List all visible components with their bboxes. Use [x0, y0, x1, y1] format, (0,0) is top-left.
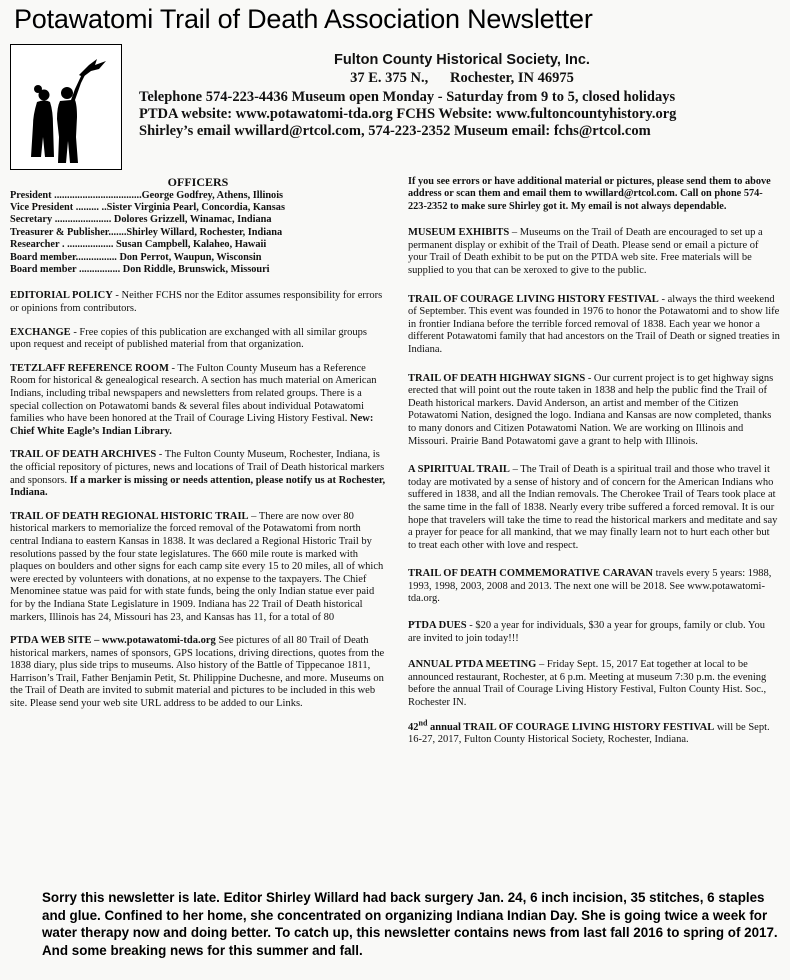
section-body: - Neither FCHS nor the Editor assumes responsibility for errors or opinions from contributors.: [10, 290, 383, 315]
section-body: – Friday Sept. 15, 2017 Eat together at local to be announced restaurant, Rochester, at 6 p.m. Meeting at museum 7:30 p.m. the evening before the annual Trail of Courage Living History Festival, Fulton County Hist. Soc., Rochester IN.: [408, 659, 767, 709]
section-heading: PTDA WEB SITE – www.potawatomi-tda.org: [10, 635, 216, 647]
address-line: [137, 70, 787, 87]
section-body: See pictures of all 80 Trail of Death historical markers, names of sponsors, GPS locations, driving directions, quotes from the 1838 diary, plus side trips to museums. Also history of the Battle of Tippecanoe 1811, Harrison’s Trail, Father Benjamin Petit, St. Philippine Duchesne, and more. Museums on the Trail of Death are invited to submit material and pictures to be included in this web site. Please send your web site URL address to be added to our Links.: [10, 635, 385, 710]
officers-heading: OFFICERS: [167, 175, 229, 189]
section-body: - always the third weekend of September. This event was founded in 1976 to honor the Potawatomi and to show life in frontier Indiana before the terrible forced removal of 1838. Each year we honor a different Potawatomi family that had ancestors on the Trail of Death or signed treaties in Indiana.: [408, 293, 780, 355]
masthead-contact: [137, 52, 787, 140]
section-body: – Museums on the Trail of Death are encouraged to set up a permanent display or exhibit of the Trail of Death. Please send or email a picture of your Trail of Death exhibit to be put on the PTDA web site. Free materials will be supplied to you that can be xeroxed to give to the public.: [408, 227, 763, 276]
section-highway-signs: [408, 373, 780, 449]
festival-ordinal: nd: [418, 718, 428, 728]
email-line: Shirley’s email wwillard@rtcol.com, 574-223-2352 Museum email: fchs@rtcol.com: [139, 123, 651, 139]
section-heading: PTDA DUES: [408, 620, 467, 632]
org-name: Fulton County Historical Society, Inc.: [334, 52, 590, 68]
section-heading: A SPIRITUAL TRAIL: [408, 464, 510, 476]
section-heading: TRAIL OF DEATH ARCHIVES: [10, 449, 157, 461]
mother-child-warrior-eagle-icon: [11, 45, 121, 169]
section-tetzlaff: [10, 363, 386, 439]
section-body: – The Trail of Death is a spiritual trail and those who travel it today are motivated by a sense of history and of concern for the American Indians who suffered in 1838, and all the Indian removals. The Cherokee Trail of Tears took place at the same time in the fall of 1838. Nearly every tribe suffered a forced removal. It is our hope that travelers will take the time to read the historical markers and meditate and say a prayer for peace for all mankind, that we may finally learn not to hurt each other but to treat each other with love and respect.: [408, 464, 778, 551]
section-museum-exhibits: [408, 227, 780, 277]
section-web-site: [10, 635, 386, 711]
right-column: [408, 176, 780, 747]
section-trail-of-courage: [408, 294, 780, 357]
section-heading: ANNUAL PTDA MEETING: [408, 659, 537, 671]
section-body: travels every 5 years: 1988, 1993, 1998, 2003, 2008 and 2013. The next one will be 2018. See www.potawatomi-tda.org.: [408, 568, 772, 605]
section-body: will be Sept. 16-27, 2017, Fulton County Historical Society, Rochester, Indiana.: [408, 721, 770, 746]
section-heading: TRAIL OF DEATH REGIONAL HISTORIC TRAIL: [10, 510, 249, 522]
left-column: [10, 176, 386, 711]
officer-row: Secretary ...................... Dolores Grizzell, Winamac, Indiana: [10, 214, 272, 226]
section-body: - Our current project is to get highway signs erected that will point out the route taken in 1838 and help the public find the Trail of Death historical markers. David Anderson, an artist and member of the Citizen Potawatomi Nation, designed the logo. Indiana and Kansas are now completed, thanks to many donors and Citizen Potawatomi Nation. We are working on Illinois and Missouri. Prairie Band Potawatomi gave a grant to help with Illinois.: [408, 372, 774, 447]
officer-row: Board member................ Don Perrot, Waupun, Wisconsin: [10, 251, 262, 263]
section-festival-date: [408, 718, 780, 747]
section-dues: [408, 620, 780, 645]
section-heading: TRAIL OF DEATH HIGHWAY SIGNS: [408, 372, 586, 384]
officer-row: Vice President ......... ..Sister Virginia Pearl, Concordia, Kansas: [10, 202, 285, 213]
section-editorial-policy: [10, 290, 386, 315]
section-heading: MUSEUM EXHIBITS: [408, 227, 510, 239]
section-body: - The Fulton County Museum has a Reference Room for historical & genealogical research. A section has much material on American Indians, including tribal newspapers and newsletters from related groups. There is a special collection on Potawatomi bands & several files about individual Potawatomi families who have been honored at the Trail of Courage Living History Festival.: [10, 362, 377, 425]
newsletter-title: Potawatomi Trail of Death Association Newsletter: [14, 4, 593, 34]
section-heading: TRAIL OF COURAGE LIVING HISTORY FESTIVAL: [408, 293, 659, 305]
officer-row: Board member ................ Don Riddle, Brunswick, Missouri: [10, 264, 270, 276]
section-heading: EXCHANGE: [10, 326, 71, 338]
section-spiritual-trail: [408, 464, 780, 552]
section-exchange: [10, 327, 386, 352]
phone-hours-line: Telephone 574-223-4436 Museum open Monday - Saturday from 9 to 5, closed holidays: [139, 89, 676, 105]
section-tail: New: Chief White Eagle’s Indian Library.: [10, 413, 374, 437]
section-regional-trail: [10, 511, 386, 624]
section-heading: TETZLAFF REFERENCE ROOM: [10, 362, 169, 374]
address-street: 37 E. 375 N.,: [350, 70, 429, 86]
section-tail: If a marker is missing or needs attention, please notify us at Rochester, Indiana.: [10, 474, 386, 499]
section-body: - $20 a year for individuals, $30 a year for groups, family or club. You are invited to join today!!!: [408, 620, 765, 644]
section-body: - Free copies of this publication are exchanged with all similar groups upon request and receipt of published material from that organization.: [10, 326, 367, 351]
officer-row: President ..................................George Godfrey, Athens, Illinois: [10, 189, 284, 201]
late-newsletter-notice: Sorry this newsletter is late. Editor Shirley Willard had back surgery Jan. 24, 6 inch incision, 35 stitches, 6 staples and glue. Confined to her home, she concentrated on organizing Indiana Indian Day. She is going twice a week for water therapy now and doing better. To catch up, this newsletter contains news from last fall 2016 to spring of 2017. And some breaking news for this summer and fall.: [42, 890, 778, 958]
officer-row: Researcher . .................. Susan Campbell, Kalaheo, Hawaii: [10, 239, 267, 251]
section-caravan: [408, 568, 780, 606]
section-archives: [10, 449, 386, 499]
section-heading: annual TRAIL OF COURAGE LIVING HISTORY FESTIVAL: [427, 721, 715, 733]
section-body: - The Fulton County Museum, Rochester, Indiana, is the official repository of pictures, news and locations of Trail of Death historical markers and sponsors.: [10, 449, 385, 486]
officer-row: Treasurer & Publisher.......Shirley Willard, Rochester, Indiana: [10, 226, 283, 238]
websites-line: PTDA website: www.potawatomi-tda.org FCHS Website: www.fultoncountyhistory.org: [139, 106, 677, 122]
section-body: – There are now over 80 historical markers to memorialize the forced removal of the Potawatomi from north central Indiana to eastern Kansas in 1838. It was declared a Regional Historic Trail by resolutions passed by the four state legislatures. The 660 mile route is marked with plaques on boulders and other signs for each camp site every 15 to 20 miles, all of which were erected by volunteers with donations, at no expense to the taxpayers. The Chief Menominee statue was paid for with state funds, being the only Indian statue ever paid for by the Indiana State Legislature in 1909. Indiana has 22 Trail of Death historical markers, Illinois has 24, Missouri has 23, and Kansas has 11, for a total of 80: [10, 510, 384, 623]
section-annual-meeting: [408, 659, 780, 709]
contact-note: If you see errors or have additional material or pictures, please send them to above address or scan them and email them to wwillard@rtcol.com. Call on phone 574-223-2352 to make sure Shirley got it. My email is not always dependable.: [408, 176, 771, 212]
festival-number: 42: [408, 721, 419, 733]
trail-of-death-logo: [10, 44, 122, 170]
address-city: Rochester, IN 46975: [449, 70, 574, 86]
section-heading: TRAIL OF DEATH COMMEMORATIVE CARAVAN: [408, 568, 654, 580]
section-heading: EDITORIAL POLICY: [10, 290, 113, 302]
